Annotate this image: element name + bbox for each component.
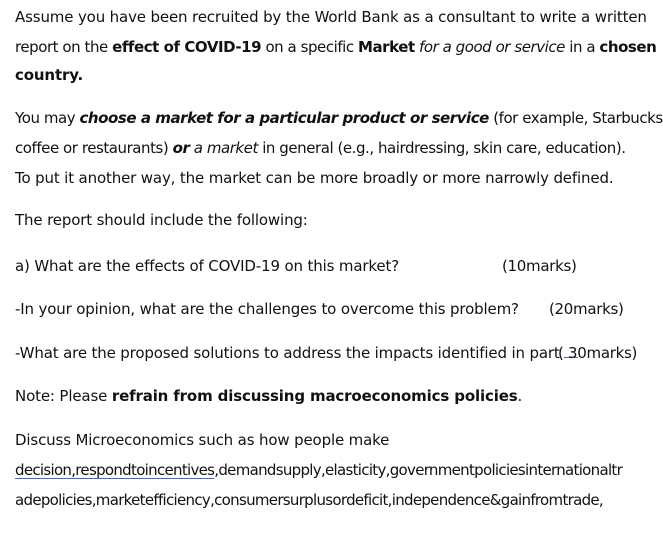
question-c-text: -What are the proposed solutions to address the impacts identified in part	[15, 344, 560, 362]
intro-market-bold: Market	[358, 38, 415, 56]
intro-line-2	[15, 36, 656, 58]
question-b	[15, 298, 519, 320]
micro-text-2b: ,demandsupply,elasticity,governmentpoliciesinternationaltr	[214, 461, 623, 479]
intro-country-bold: country.	[15, 66, 84, 84]
micro-text-1: Discuss Microeconomics such as how people make	[15, 431, 390, 449]
market-line-2	[15, 137, 626, 159]
intro-text-1: Assume you have been recruited by the World Bank as a consultant to write a written	[15, 8, 647, 26]
market-text-2a: coffee or restaurants)	[15, 139, 173, 157]
note-suffix: .	[517, 387, 523, 405]
market-a-market-italic: a market	[189, 139, 258, 157]
micro-incentives-underlined: decision,respondtoincentives	[15, 461, 215, 479]
question-a-text: a) What are the effects of COVID-19 on this market?	[15, 257, 400, 275]
question-c-marks: ( 30marks)	[558, 344, 638, 362]
market-or-bold-italic: or	[172, 139, 190, 157]
intro-topic-bold: effect of COVID-19	[112, 38, 262, 56]
intro-text-2c: on a specific	[261, 38, 359, 56]
market-text-2d: in general (e.g., hairdressing, skin care, education).	[257, 139, 626, 157]
intro-text-2f: in a	[564, 38, 600, 56]
report-heading	[15, 209, 308, 231]
question-c	[15, 342, 578, 364]
intro-text-2a: report on the	[15, 38, 113, 56]
note-line	[15, 385, 522, 407]
note-prefix: Note: Please	[15, 387, 112, 405]
market-choose-bold-italic: choose a market for a particular product or service	[79, 109, 489, 127]
market-text-3: To put it another way, the market can be more broadly or more narrowly defined.	[15, 169, 614, 187]
question-b-text: -In your opinion, what are the challenges to overcome this problem?	[15, 300, 519, 318]
micro-line-3	[15, 489, 603, 511]
market-line-1	[15, 107, 663, 129]
note-bold-text: refrain from discussing macroeconomics policies	[111, 387, 518, 405]
question-a-marks: (10marks)	[502, 257, 577, 275]
market-text-1c: (for example, Starbucks	[488, 109, 663, 127]
intro-line-3	[15, 64, 83, 86]
intro-line-1	[15, 6, 647, 28]
micro-line-1	[15, 429, 389, 451]
question-b-marks: (20marks)	[549, 300, 624, 318]
micro-text-3: adepolicies,marketefficiency,consumersurplusordeficit,independence&gainfromtrade,	[15, 491, 603, 509]
report-heading-text: The report should include the following:	[15, 211, 308, 229]
intro-chosen-bold: chosen	[599, 38, 657, 56]
market-line-3	[15, 167, 613, 189]
market-text-1a: You may	[15, 109, 80, 127]
intro-good-service-italic: for a good or service	[414, 38, 565, 56]
question-a	[15, 255, 399, 277]
micro-line-2	[15, 459, 622, 481]
